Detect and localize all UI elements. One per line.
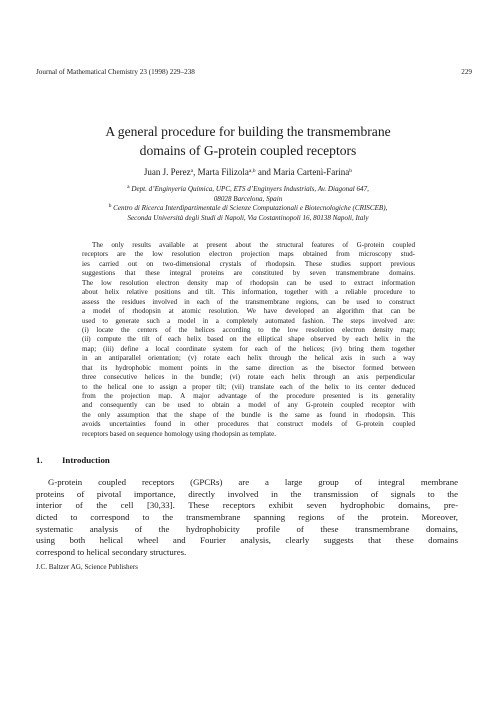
abstract-line: that its hydrophobic moment points in the same direction as the bisector formed between [82, 363, 415, 372]
author-affil-mark: a,b [248, 168, 256, 174]
author-name: Maria Cartenì-Farina [273, 167, 350, 177]
section-heading [36, 455, 110, 465]
body-line: interior of the cell [30,33]. These receptors exhibit seven hydrophobic domains, pre- [36, 500, 458, 511]
title-line: A general procedure for building the transmembrane [105, 124, 391, 139]
affiliation-a [40, 185, 456, 195]
abstract-line: used to generate such a model in a completely automated fashion. The steps involved are: [82, 316, 415, 325]
author-name: Marta Filizola [197, 167, 249, 177]
affiliation-text: Centro di Ricerca Interdipartimentale di Scienze Computazionali e Biotecnologiche (CRISCEB), [113, 204, 388, 213]
body-line: dicted to correspond to the transmembrane spanning regions of the protein. Moreover, [36, 512, 458, 523]
paper-title [40, 122, 456, 160]
abstract-line: receptors based on sequence homology using rhodopsin as template. [82, 429, 277, 438]
abstract-line: the only assumption that the shape of the bundle is the same as found in rhodopsin. This [82, 410, 415, 419]
abstract-line: (i) locate the centers of the helices according to the low resolution electron density map; [82, 325, 415, 334]
page-number: 229 [461, 68, 472, 76]
abstract [82, 241, 415, 439]
abstract-line: map; (iii) define a local coordinate system for each of the helices; (iv) bring them together [82, 344, 415, 353]
affiliations [40, 185, 456, 223]
abstract-line: and consequently can be used to obtain a model of any G-protein coupled receptor with [82, 401, 415, 410]
abstract-line: assess the residues involved in each of the transmembrane regions, can be used to construct [82, 297, 415, 306]
abstract-line: receptors are the low resolution electron projection maps obtained from microscopy stud- [82, 250, 415, 259]
section-title: Introduction [62, 455, 110, 465]
affil-mark: b [108, 203, 112, 210]
abstract-line: ies carried out on two-dimensional crystals of rhodopsin. These studies support previous [82, 259, 415, 268]
abstract-line: from the projection map. A major advantage of the procedure presented is its generality [82, 392, 415, 400]
abstract-line: (ii) compute the tilt of each helix based on the elliptical shape observed by each helix in the [82, 335, 415, 344]
body-line: using both helical wheel and Fourier analysis, clearly suggests that these domains [36, 535, 458, 546]
author-list: Juan J. Perez$^a$, Marta Filizola$^{a,b}$ and Maria Cartenì-Farina$^b$ [143, 167, 353, 177]
abstract-line: suggestions that these integral proteins are constituted by seven transmembrane domains. [82, 269, 415, 278]
author-conjunction: and [257, 167, 271, 177]
body-line: systematic analysis of the hydrophobicity profile of these transmembrane domains, [36, 523, 458, 534]
body-line: G-protein coupled receptors (GPCRs) are a large group of integral membrane [48, 477, 458, 487]
title-line: domains of G-protein coupled receptors [139, 143, 357, 158]
publisher-footer: J.C. Baltzer AG, Science Publishers [36, 563, 138, 571]
author-name: Juan J. Perez [143, 167, 191, 177]
affiliation-text: Dept. d’Enginyeria Química, UPC, ETS d’Enginyers Industrials, Av. Diagonal 647, [131, 185, 369, 193]
affiliation-text: Seconda Università degli Studi di Napoli, Via Costantinopoli 16, 80138 Napoli, Italy [127, 213, 369, 222]
abstract-line: about helix relative positions and tilt. This information, together with a reliable procedure to [82, 288, 415, 297]
author-affil-mark: b [349, 168, 353, 174]
abstract-line: a model of rhodopsin at atomic resolution. We have developed an algorithm that can be [82, 307, 415, 316]
section-number: 1. [36, 455, 43, 465]
body-line: proteins of pivotal importance, directly involved in the transmission of signals to the [36, 488, 458, 499]
journal-citation: Journal of Mathematical Chemistry 23 (1998) 229–238 [36, 68, 195, 76]
affiliation-text: 08028 Barcelona, Spain [213, 194, 283, 203]
abstract-line: The only results available at present about the structural features of G-protein coupled [92, 241, 415, 249]
affiliation-b [40, 204, 456, 214]
affil-mark: a [127, 184, 130, 190]
abstract-line: avoids uncertainties found in other procedures that construct models of G-protein coupled [82, 420, 415, 429]
abstract-line: in an antiparallel orientation; (v) rotate each helix through the helical axis in such a way [82, 354, 415, 363]
abstract-line: The low resolution electron density map of rhodopsin can be used to extract information [82, 278, 415, 287]
author-affil-mark: a [190, 168, 194, 174]
running-header [36, 68, 472, 76]
body-line: correspond to helical secondary structures. [36, 547, 187, 558]
abstract-line: to the helical one to assign a proper tilt; (vii) translate each of the helix to its center deduced [82, 382, 415, 391]
abstract-line: three consecutive helices in the bundle; (vi) rotate each helix through an axis perpendicular [82, 373, 415, 382]
introduction-paragraph [36, 477, 458, 559]
